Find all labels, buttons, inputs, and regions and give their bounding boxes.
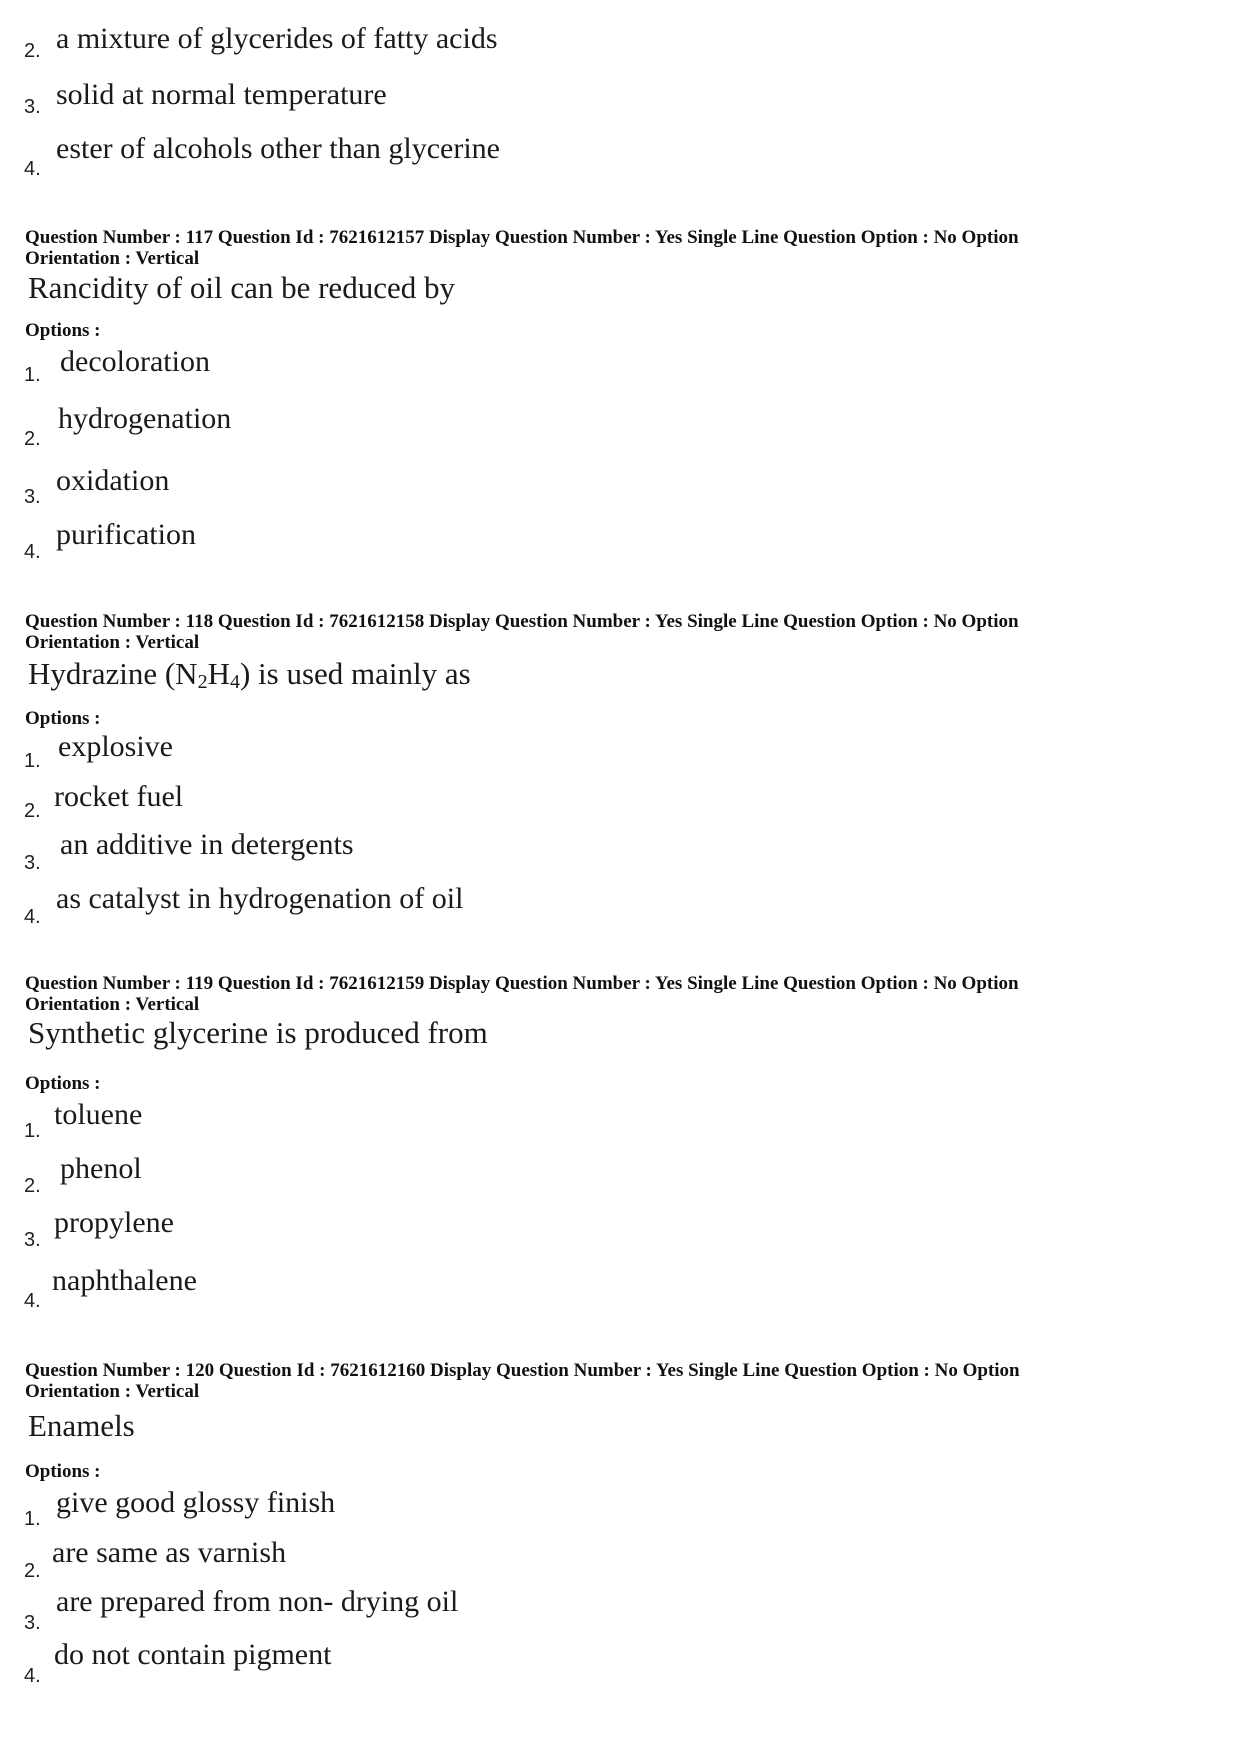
question-meta-orientation: Orientation : Vertical [25,248,200,269]
question-meta: Question Number : 119 Question Id : 7621612159 Display Question Number : Yes Single Line Question Option : No Option [25,973,1019,994]
question-meta-orientation: Orientation : Vertical [25,1381,200,1402]
option-number: 2. [24,40,41,62]
question-meta: Question Number : 117 Question Id : 7621612157 Display Question Number : Yes Single Line Question Option : No Option [25,227,1019,248]
option-number: 3. [24,486,41,508]
option-number: 1. [24,750,41,772]
option-text: decoloration [60,345,210,378]
option-number: 4. [24,158,41,180]
options-label: Options : [25,1461,101,1482]
option-number: 3. [24,1229,41,1251]
option-number: 2. [24,428,41,450]
option-text: naphthalene [52,1264,197,1297]
option-text: an additive in detergents [60,828,354,861]
question-meta-orientation: Orientation : Vertical [25,994,200,1015]
question-text: Rancidity of oil can be reduced by [28,270,455,305]
option-text: solid at normal temperature [56,78,387,111]
question-text: Hydrazine $(N_2H_4)$ is used mainly as [28,656,471,693]
option-number: 3. [24,96,41,118]
option-text: ester of alcohols other than glycerine [56,132,500,165]
option-text: explosive [58,730,173,763]
question-meta: Question Number : 120 Question Id : 7621612160 Display Question Number : Yes Single Line Question Option : No Option [25,1360,1020,1381]
option-number: 2. [24,1560,41,1582]
option-text: give good glossy finish [56,1486,336,1519]
options-label: Options : [25,1073,101,1094]
question-text: Enamels [28,1408,135,1443]
option-text: do not contain pigment [54,1638,332,1671]
option-text: propylene [54,1206,174,1239]
option-number: 4. [24,1290,41,1312]
question-meta: Question Number : 118 Question Id : 7621612158 Display Question Number : Yes Single Line Question Option : No Option [25,611,1019,632]
option-number: 1. [24,1120,41,1142]
option-number: 3. [24,1612,41,1634]
option-text: oxidation [56,464,170,497]
question-meta-orientation: Orientation : Vertical [25,632,200,653]
option-text: purification [56,518,196,551]
option-number: 4. [24,906,41,928]
option-number: 4. [24,1665,41,1687]
option-text: a mixture of glycerides of fatty acids [56,22,498,55]
option-number: 1. [24,364,41,386]
option-number: 3. [24,852,41,874]
option-number: 1. [24,1508,41,1530]
option-text: as catalyst in hydrogenation of oil [56,882,464,915]
option-number: 4. [24,541,41,563]
options-label: Options : [25,320,101,341]
option-text: rocket fuel [54,780,184,813]
option-text: are same as varnish [52,1536,287,1569]
question-text: Synthetic glycerine is produced from [28,1015,488,1050]
option-text: hydrogenation [58,402,232,435]
option-text: toluene [54,1098,143,1131]
option-text: are prepared from non- drying oil [56,1585,459,1618]
option-number: 2. [24,1175,41,1197]
option-text: phenol [60,1152,142,1185]
option-number: 2. [24,800,41,822]
options-label: Options : [25,708,101,729]
